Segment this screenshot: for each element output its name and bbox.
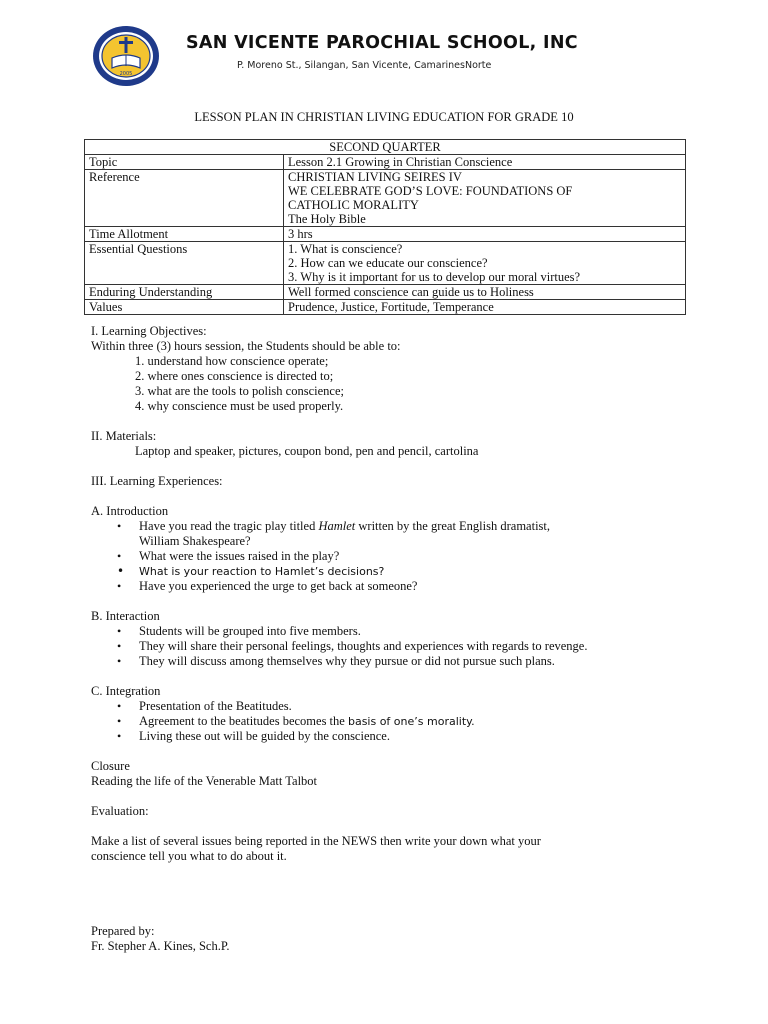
row-value: [284, 155, 686, 170]
table-row: [85, 300, 686, 315]
introduction-list: [91, 519, 711, 594]
objective-item: 2. where ones conscience is directed to;: [135, 369, 334, 383]
materials-heading: II. Materials:: [91, 429, 157, 443]
row-value: [284, 285, 686, 300]
row-label: Time Allotment: [85, 227, 284, 242]
row-label: Enduring Understanding: [85, 285, 284, 300]
list-item: • Have you experienced the urge to get back at someone?: [139, 579, 711, 594]
evaluation-text: Make a list of several issues being reported in the NEWS then write your down what your: [91, 834, 541, 848]
table-row: [85, 227, 686, 242]
integration-list: [91, 699, 711, 744]
school-address: P. Moreno St., Silangan, San Vicente, CamarinesNorte: [237, 60, 492, 71]
list-item: • What is your reaction to Hamlet’s decisions?: [139, 564, 711, 579]
table-row: [85, 242, 686, 285]
quarter-heading: SECOND QUARTER: [85, 140, 686, 155]
svg-text:2005: 2005: [119, 71, 133, 77]
row-value: [284, 170, 686, 227]
row-value-line: Prudence, Justice, Fortitude, Temperance: [288, 300, 494, 314]
row-label: Topic: [85, 155, 284, 170]
integration-heading: C. Integration: [91, 684, 161, 698]
row-value-line: 2. How can we educate our conscience?: [288, 256, 488, 270]
school-seal-logo: [92, 24, 164, 88]
prepared-by-label: Prepared by:: [91, 924, 155, 938]
row-value-line: Lesson 2.1 Growing in Christian Conscience: [288, 155, 513, 169]
list-item: • Living these out will be guided by the conscience.: [139, 729, 711, 744]
table-row: [85, 170, 686, 227]
lesson-plan-table: [84, 139, 686, 315]
list-item: • Students will be grouped into five members.: [139, 624, 711, 639]
objectives-intro: Within three (3) hours session, the Students should be able to:: [91, 339, 401, 353]
closure-text: Reading the life of the Venerable Matt Talbot: [91, 774, 318, 788]
materials-text: Laptop and speaker, pictures, coupon bond, pen and pencil, cartolina: [135, 444, 479, 458]
evaluation-heading: Evaluation:: [91, 804, 149, 818]
row-value-line: CATHOLIC MORALITY: [288, 198, 419, 212]
list-item: • Agreement to the beatitudes becomes the basis of one’s morality.: [139, 714, 711, 729]
row-value-line: 3 hrs: [288, 227, 313, 241]
lesson-body: [91, 324, 711, 954]
preparer-name: Fr. Stepher A. Kines, Sch.P.: [91, 939, 230, 953]
school-name: SAN VICENTE PAROCHIAL SCHOOL, INC: [186, 33, 578, 53]
closure-heading: Closure: [91, 759, 130, 773]
list-item: • They will share their personal feelings, thoughts and experiences with regards to revenge.: [139, 639, 711, 654]
experiences-heading: III. Learning Experiences:: [91, 474, 223, 488]
objective-item: 3. what are the tools to polish conscience;: [135, 384, 344, 398]
row-value-line: WE CELEBRATE GOD’S LOVE: FOUNDATIONS OF: [288, 184, 573, 198]
objective-item: 1. understand how conscience operate;: [135, 354, 329, 368]
play-title: Hamlet: [318, 519, 356, 533]
document-header: [92, 24, 692, 88]
interaction-list: [91, 624, 711, 669]
row-value-line: The Holy Bible: [288, 212, 366, 226]
row-value-line: 1. What is conscience?: [288, 242, 403, 256]
list-item: • They will discuss among themselves why they pursue or did not pursue such plans.: [139, 654, 711, 669]
list-item: • Have you read the tragic play titled Hamlet written by the great English dramatist, William Shakespeare?: [139, 519, 711, 549]
table-row: [85, 155, 686, 170]
row-label: Values: [85, 300, 284, 315]
list-item: • Presentation of the Beatitudes.: [139, 699, 711, 714]
row-label: Essential Questions: [85, 242, 284, 285]
row-value: [284, 242, 686, 285]
row-value: [284, 300, 686, 315]
table-row: [85, 285, 686, 300]
objectives-heading: I. Learning Objectives:: [91, 324, 207, 338]
evaluation-text: conscience tell you what to do about it.: [91, 849, 287, 863]
row-value-line: CHRISTIAN LIVING SEIRES IV: [288, 170, 462, 184]
interaction-heading: B. Interaction: [91, 609, 160, 623]
list-item: • What were the issues raised in the play?: [139, 549, 711, 564]
introduction-heading: A. Introduction: [91, 504, 169, 518]
objective-item: 4. why conscience must be used properly.: [135, 399, 344, 413]
row-label: Reference: [85, 170, 284, 227]
row-value: [284, 227, 686, 242]
page-title: LESSON PLAN IN CHRISTIAN LIVING EDUCATION FOR GRADE 10: [194, 110, 574, 124]
row-value-line: Well formed conscience can guide us to Holiness: [288, 285, 534, 299]
row-value-line: 3. Why is it important for us to develop our moral virtues?: [288, 270, 581, 284]
table-row: [85, 140, 686, 155]
